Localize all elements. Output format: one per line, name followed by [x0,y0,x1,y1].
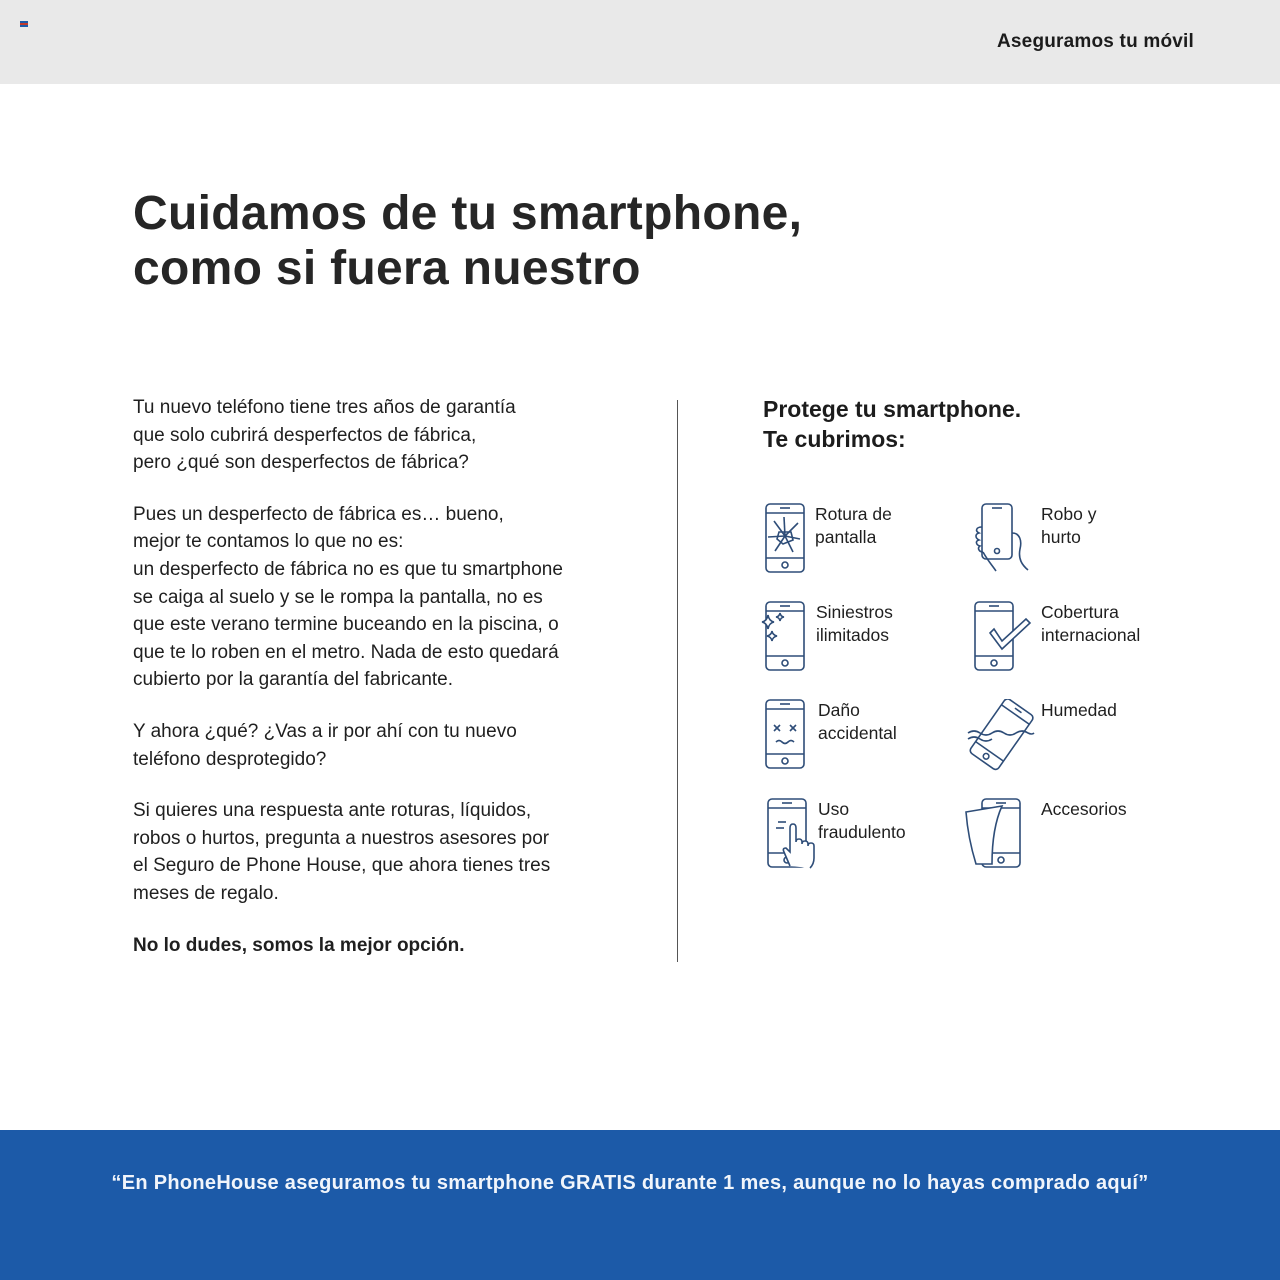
coverage-item-label [815,503,892,549]
label-line: pantalla [815,527,877,547]
text-line: el Seguro de Phone House, que ahora tienes tres [133,855,551,877]
text-line: Pues un desperfecto de fábrica es… bueno, [133,503,504,525]
coverage-item-label [816,601,893,647]
text-line: Si quieres una respuesta ante roturas, líquidos, [133,800,532,822]
label-line: accidental [818,723,897,743]
sparkle-phone-icon [756,601,816,673]
checkmark-phone-icon [970,601,1034,673]
closing-statement [133,932,633,960]
top-bar [0,0,1280,84]
headline-line: como si fuera nuestro [133,242,641,295]
brand-flag-icon [20,21,28,27]
coverage-item-label [818,798,906,844]
text-line: que este verano termine buceando en la piscina, o [133,614,559,636]
label-line: Rotura de [815,504,892,524]
page-headline [133,186,802,296]
text-line: Y ahora ¿qué? ¿Vas a ir por ahí con tu nuevo [133,720,517,742]
label-line: Uso [818,799,850,819]
coverage-item-moisture [966,699,1186,775]
coverage-item-label [1041,601,1140,647]
label-line: fraudulento [818,822,906,842]
body-text [133,394,633,983]
label-line: Cobertura [1041,602,1119,622]
headline-line: Cuidamos de tu smartphone, [133,187,803,240]
label-line: Siniestros [816,602,893,622]
coverage-item-accessories [962,798,1182,874]
coverage-title-line: Protege tu smartphone. [763,396,1022,422]
column-divider [677,400,678,962]
hand-holding-phone-icon [970,503,1034,575]
paragraph [133,797,633,907]
text-line: que solo cubrirá desperfectos de fábrica, [133,424,477,446]
section-title: Aseguramos tu móvil [996,31,1194,52]
coverage-item-label [818,699,897,745]
label-line: internacional [1041,625,1141,645]
label-line: Accesorios [1041,799,1127,819]
screen-protector-phone-icon [962,798,1028,870]
footer-banner [0,1130,1280,1280]
text-line: pero ¿qué son desperfectos de fábrica? [133,452,469,474]
label-line: ilimitados [816,625,889,645]
label-line: Humedad [1041,700,1117,720]
label-line: hurto [1041,527,1081,547]
paragraph [133,501,633,694]
coverage-item-fraudulent-use [762,798,982,874]
footer-quote: “En PhoneHouse aseguramos tu smartphone GRATIS durante 1 mes, aunque no lo hayas comprado aquí” [111,1172,1149,1194]
finger-tap-phone-icon [762,798,822,870]
coverage-title-line: Te cubrimos: [763,426,906,452]
damaged-face-phone-icon [760,699,820,771]
paragraph [133,718,633,773]
coverage-item-label [1041,699,1117,722]
coverage-item-accidental-damage [760,699,980,775]
text-line: meses de regalo. [133,882,279,904]
coverage-item-unlimited-claims [756,601,976,677]
coverage-item-theft [970,503,1190,579]
text-line: un desperfecto de fábrica no es que tu smartphone [133,558,563,580]
coverage-item-screen-break [760,503,980,579]
text-line: cubierto por la garantía del fabricante. [133,669,454,691]
text-line: se caiga al suelo y se le rompa la pantalla, no es [133,586,543,608]
text-line: Tu nuevo teléfono tiene tres años de garantía [133,397,516,418]
text-line: mejor te contamos lo que no es: [133,531,404,553]
coverage-title [763,394,1021,454]
text-line: que te lo roben en el metro. Nada de esto quedará [133,641,559,663]
cracked-screen-phone-icon [760,503,820,575]
label-line: Daño [818,700,860,720]
coverage-item-label [1041,503,1096,549]
label-line: Robo y [1041,504,1097,524]
coverage-item-label [1041,798,1127,821]
text-line: robos o hurtos, pregunta a nuestros asesores por [133,827,550,849]
text-line: No lo dudes, somos la mejor opción. [133,934,465,956]
text-line: teléfono desprotegido? [133,748,327,770]
phone-in-water-icon [966,699,1036,771]
paragraph [133,394,633,477]
coverage-item-international [970,601,1190,677]
